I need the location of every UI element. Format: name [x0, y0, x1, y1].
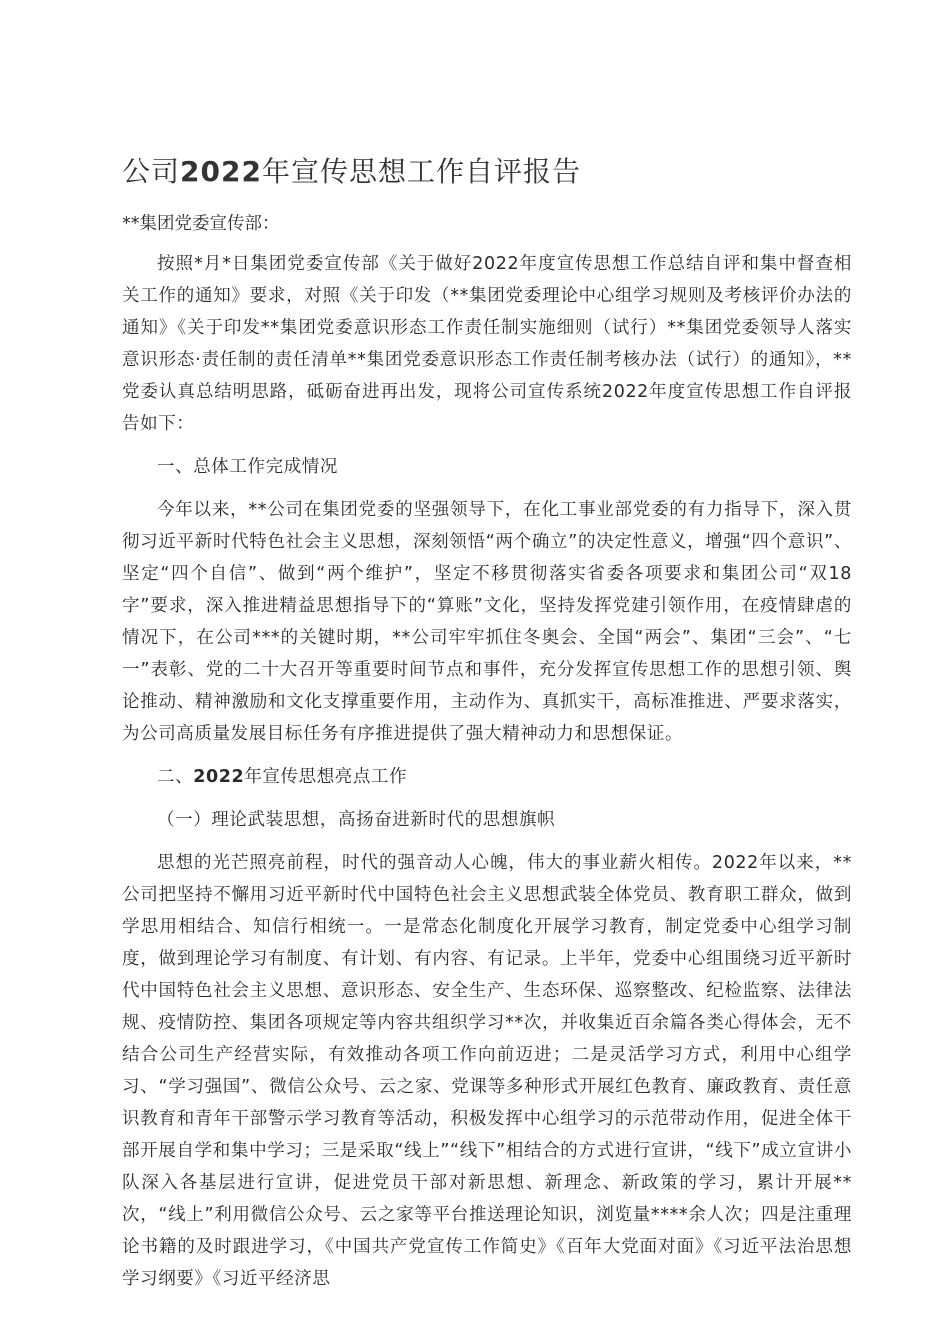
section-1-heading: 一、总体工作完成情况	[157, 457, 338, 477]
subsection-1-paragraph: 思想的光芒照亮前程，时代的强音动人心魄，伟大的事业薪火相传。2022年以来，**公司把坚持不懈用习近平新时代中国特色社会主义思想武装全体党员、教育职工群众，做到学思用相结合、知信行相统一。一是常态化制度化开展学习教育，制定党委中心组学习制度，做到理论学习有制度、有计划、有内容、有记录。上半年，党委中心组围绕习近平新时代中国特色社会主义思想、意识形态、安全生产、生态环保、巡察整改、纪检监察、法律法规、疫情防控、集团各项规定等内容共组织学习**次，并收集近百余篇各类心得体会，无不结合公司生产经营实际，有效推动各项工作向前迈进；二是灵活学习方式，利用中心组学习、“学习强国”、微信公众号、云之家、党课等多种形式开展红色教育、廉政教育、责任意识教育和青年干部警示学习教育等活动，积极发挥中心组学习的示范带动作用，促进全体干部开展自学和集中学习；三是采取“线上”“线下”相结合的方式进行宣讲，“线下”成立宣讲小队深入各基层进行宣讲，促进党员干部对新思想、新理念、新政策的学习，累计开展**次，“线上”利用微信公众号、云之家等平台推送理论知识，浏览量****余人次；四是注重理论书籍的及时跟进学习，《中国共产党宣传工作简史》《百年大党面对面》《习近平法治思想学习纲要》《习近平经济思	[122, 853, 852, 1289]
section-1-paragraph: 今年以来，**公司在集团党委的坚强领导下，在化工事业部党委的有力指导下，深入贯彻习近平新时代特色社会主义思想，深刻领悟“两个确立”的决定性意义，增强“四个意识”、坚定“四个自信”、做到“两个维护”，坚定不移贯彻落实省委各项要求和集团公司“双18字”要求，深入推进精益思想指导下的“算账”文化，坚持发挥党建引领作用，在疫情肆虐的情况下，在公司***的关键时期，**公司牢牢抓住冬奥会、全国“两会”、集团“三会”、“七一”表彰、党的二十大召开等重要时间节点和事件，充分发挥宣传思想工作的思想引领、舆论推动、精神激励和文化支撑重要作用，主动作为、真抓实干，高标准推进、严要求落实，为公司高质量发展目标任务有序推进提供了强大精神动力和思想保证。	[122, 500, 852, 744]
section-2-heading-year: 2022	[193, 767, 245, 787]
section-2-heading	[122, 761, 852, 793]
section-2-heading-prefix: 二、	[157, 767, 194, 787]
intro-paragraph: 按照*月*日集团党委宣传部《关于做好2022年度宣传思想工作总结自评和集中督查相关工作的通知》要求，对照《关于印发（**集团党委理论中心组学习规则及考核评价办法的通知》《关于印发**集团党委意识形态工作责任制实施细则（试行）**集团党委领导人落实意识形态·责任制的责任清单**集团党委意识形态工作责任制考核办法（试行）的通知》，**党委认真总结明思路，砥砺奋进再出发，现将公司宣传系统2022年度宣传思想工作自评报告如下：	[122, 254, 852, 434]
title-suffix: 年宣传思想工作自评报告	[261, 155, 581, 188]
document-title	[122, 152, 852, 192]
document-body	[122, 152, 852, 1306]
section-2-heading-suffix: 年宣传思想亮点工作	[244, 767, 408, 787]
subsection-1-heading: （一）理论武装思想，高扬奋进新时代的思想旗帜	[157, 810, 556, 830]
title-prefix: 公司	[122, 155, 181, 188]
title-year: 2022	[180, 155, 262, 188]
salutation: **集团党委宣传部：	[122, 214, 280, 234]
